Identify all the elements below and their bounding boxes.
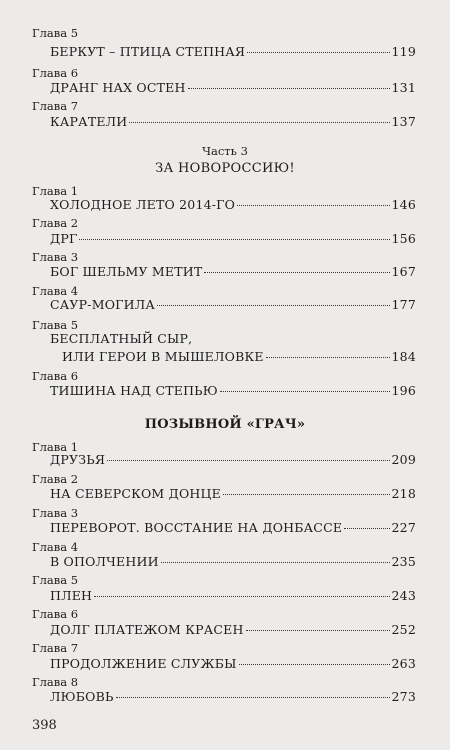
chapter-label: Глава 3: [32, 250, 79, 264]
toc-entry: [50, 44, 416, 60]
chapter-label: Глава 3: [32, 506, 79, 520]
entry-page: 137: [391, 114, 416, 129]
chapter-label: Глава 1: [32, 184, 79, 198]
entry-title: САУР-МОГИЛА: [50, 297, 156, 312]
toc-entry: [50, 588, 416, 604]
part-label: Часть 3: [202, 144, 248, 158]
toc-entry: [50, 554, 416, 570]
leader-dots: [266, 357, 390, 358]
toc-entry: [62, 349, 416, 365]
leader-dots: [204, 272, 389, 273]
leader-dots: [220, 391, 390, 392]
leader-dots: [247, 52, 389, 53]
entry-title: ДРАНГ НАХ ОСТЕН: [50, 80, 186, 95]
toc-entry: [50, 114, 416, 130]
leader-dots: [157, 305, 390, 306]
entry-title: ХОЛОДНОЕ ЛЕТО 2014-ГО: [50, 197, 236, 212]
entry-page: 243: [391, 588, 416, 603]
chapter-label: Глава 6: [32, 607, 79, 621]
toc-entry: [50, 689, 416, 705]
leader-dots: [188, 88, 390, 89]
entry-title-line1: БЕСПЛАТНЫЙ СЫР,: [50, 331, 193, 346]
entry-page: 218: [391, 486, 416, 501]
entry-page: 235: [391, 554, 416, 569]
leader-dots: [94, 596, 389, 597]
entry-title: ИЛИ ГЕРОИ В МЫШЕЛОВКЕ: [62, 349, 264, 364]
page-number: 398: [32, 718, 57, 733]
chapter-label: Глава 4: [32, 540, 79, 554]
entry-page: 273: [391, 689, 416, 704]
chapter-label: Глава 5: [32, 573, 79, 587]
toc-entry: [50, 383, 416, 399]
entry-page: 184: [391, 349, 416, 364]
entry-title: ЛЮБОВЬ: [50, 689, 114, 704]
chapter-label: Глава 2: [32, 216, 79, 230]
leader-dots: [223, 494, 390, 495]
leader-dots: [161, 562, 390, 563]
chapter-label: Глава 7: [32, 99, 79, 113]
entry-page: 177: [391, 297, 416, 312]
entry-page: 119: [391, 44, 416, 59]
entry-page: 252: [391, 622, 416, 637]
leader-dots: [116, 697, 390, 698]
toc-entry: [50, 197, 416, 213]
chapter-label: Глава 7: [32, 641, 79, 655]
entry-title: ПРОДОЛЖЕНИЕ СЛУЖБЫ: [50, 656, 237, 671]
entry-title: ТИШИНА НАД СТЕПЬЮ: [50, 383, 218, 398]
entry-page: 131: [391, 80, 416, 95]
leader-dots: [79, 239, 389, 240]
entry-page: 156: [391, 231, 416, 246]
chapter-label: Глава 1: [32, 440, 79, 454]
entry-page: 227: [391, 520, 416, 535]
entry-title: НА СЕВЕРСКОМ ДОНЦЕ: [50, 486, 221, 501]
toc-entry: [50, 80, 416, 96]
entry-title: ПЛЕН: [50, 588, 93, 603]
entry-title: БЕРКУТ – ПТИЦА СТЕПНАЯ: [50, 44, 246, 59]
chapter-label: Глава 4: [32, 284, 79, 298]
chapter-label: Глава 8: [32, 675, 79, 689]
entry-page: 209: [391, 452, 416, 467]
entry-title: ПЕРЕВОРОТ. ВОССТАНИЕ НА ДОНБАССЕ: [50, 520, 343, 535]
toc-entry: [50, 520, 416, 536]
entry-title: ДРУЗЬЯ: [50, 452, 106, 467]
part-title: ЗА НОВОРОССИЮ!: [155, 161, 295, 176]
toc-entry: [50, 264, 416, 280]
leader-dots: [237, 205, 389, 206]
toc-entry: [50, 231, 416, 247]
entry-title: ДРГ: [50, 231, 78, 246]
chapter-label: Глава 6: [32, 369, 79, 383]
leader-dots: [344, 528, 389, 529]
chapter-label: Глава 2: [32, 472, 79, 486]
toc-entry: [50, 486, 416, 502]
toc-entry: [50, 622, 416, 638]
toc-entry: [50, 452, 416, 468]
toc-entry: [50, 297, 416, 313]
entry-page: 167: [391, 264, 416, 279]
section-title: ПОЗЫВНОЙ «ГРАЧ»: [144, 417, 306, 432]
leader-dots: [246, 630, 390, 631]
toc-entry: [50, 656, 416, 672]
entry-page: 263: [391, 656, 416, 671]
leader-dots: [107, 460, 389, 461]
entry-title: В ОПОЛЧЕНИИ: [50, 554, 159, 569]
leader-dots: [239, 664, 390, 665]
entry-title: КАРАТЕЛИ: [50, 114, 128, 129]
chapter-label: Глава 5: [32, 26, 79, 40]
chapter-label: Глава 5: [32, 318, 79, 332]
entry-page: 146: [391, 197, 416, 212]
entry-page: 196: [391, 383, 416, 398]
entry-title: ДОЛГ ПЛАТЕЖОМ КРАСЕН: [50, 622, 244, 637]
chapter-label: Глава 6: [32, 66, 79, 80]
leader-dots: [129, 122, 389, 123]
entry-title: БОГ ШЕЛЬМУ МЕТИТ: [50, 264, 203, 279]
